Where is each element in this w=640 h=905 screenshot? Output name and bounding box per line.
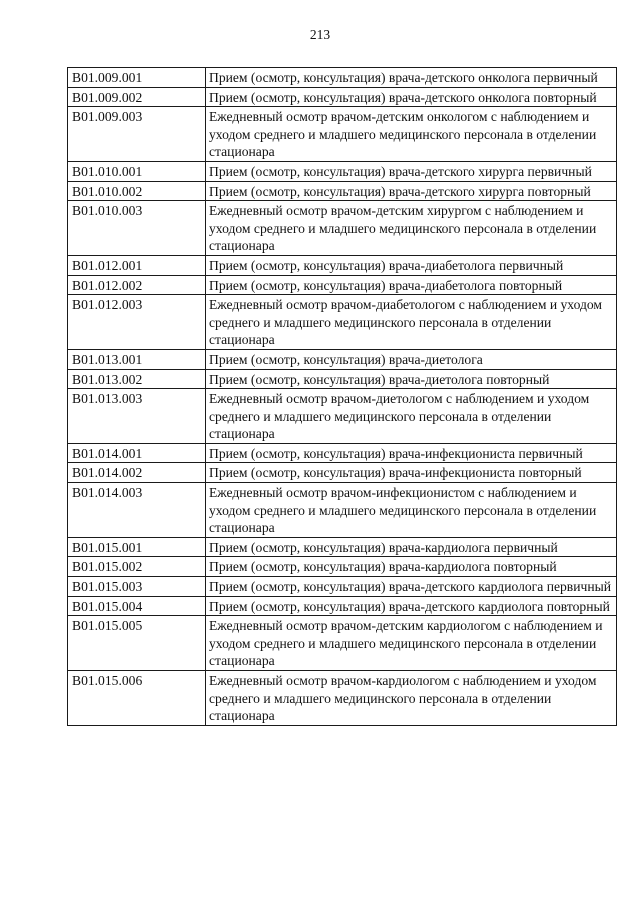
- table-row: [68, 369, 617, 389]
- table-row: [68, 68, 617, 88]
- table-row: [68, 443, 617, 463]
- service-name: Ежедневный осмотр врачом-диетологом с наблюдением и уходом среднего и младшего медицинского персонала в отделении стационара: [206, 389, 617, 444]
- table-row: [68, 616, 617, 671]
- table-row: [68, 557, 617, 577]
- table-row: [68, 596, 617, 616]
- service-name: Прием (осмотр, консультация) врача-диетолога: [206, 349, 617, 369]
- table-row: [68, 483, 617, 538]
- service-name: Прием (осмотр, консультация) врача-диетолога повторный: [206, 369, 617, 389]
- service-name: Прием (осмотр, консультация) врача-кардиолога первичный: [206, 537, 617, 557]
- service-name: Ежедневный осмотр врачом-детским онкологом с наблюдением и уходом среднего и младшего медицинского персонала в отделении стационара: [206, 107, 617, 162]
- service-name: Прием (осмотр, консультация) врача-детского хирурга первичный: [206, 161, 617, 181]
- service-name: Прием (осмотр, консультация) врача-детского онколога первичный: [206, 68, 617, 88]
- service-code: B01.013.002: [68, 369, 206, 389]
- medical-services-table: [67, 67, 617, 726]
- table-row: [68, 463, 617, 483]
- table-row: [68, 577, 617, 597]
- table-row: [68, 107, 617, 162]
- service-code: B01.015.006: [68, 671, 206, 726]
- table-row: [68, 181, 617, 201]
- service-name: Прием (осмотр, консультация) врача-детского кардиолога первичный: [206, 577, 617, 597]
- service-name: Ежедневный осмотр врачом-детским кардиологом с наблюдением и уходом среднего и младшего медицинского персонала в отделении стационара: [206, 616, 617, 671]
- service-code: B01.015.001: [68, 537, 206, 557]
- service-code: B01.015.003: [68, 577, 206, 597]
- service-code: B01.009.002: [68, 87, 206, 107]
- service-code: B01.013.001: [68, 349, 206, 369]
- table-row: [68, 537, 617, 557]
- service-code: B01.014.003: [68, 483, 206, 538]
- service-code: B01.009.003: [68, 107, 206, 162]
- service-name: Прием (осмотр, консультация) врача-инфекциониста первичный: [206, 443, 617, 463]
- table-row: [68, 349, 617, 369]
- table-row: [68, 671, 617, 726]
- service-name: Прием (осмотр, консультация) врача-диабетолога первичный: [206, 255, 617, 275]
- service-code: B01.013.003: [68, 389, 206, 444]
- page-number: 213: [309, 27, 331, 42]
- service-name: Ежедневный осмотр врачом-детским хирургом с наблюдением и уходом среднего и младшего медицинского персонала в отделении стационара: [206, 201, 617, 256]
- service-code: B01.010.002: [68, 181, 206, 201]
- service-code: B01.009.001: [68, 68, 206, 88]
- service-code: B01.012.002: [68, 275, 206, 295]
- service-name: Прием (осмотр, консультация) врача-детского онколога повторный: [206, 87, 617, 107]
- service-name: Прием (осмотр, консультация) врача-диабетолога повторный: [206, 275, 617, 295]
- table-row: [68, 87, 617, 107]
- service-code: B01.010.001: [68, 161, 206, 181]
- service-name: Ежедневный осмотр врачом-кардиологом с наблюдением и уходом среднего и младшего медицинского персонала в отделении стационара: [206, 671, 617, 726]
- service-code: B01.015.004: [68, 596, 206, 616]
- service-name: Прием (осмотр, консультация) врача-детского кардиолога повторный: [206, 596, 617, 616]
- table-row: [68, 201, 617, 256]
- service-code: B01.010.003: [68, 201, 206, 256]
- service-code: B01.014.001: [68, 443, 206, 463]
- service-code: B01.015.005: [68, 616, 206, 671]
- service-name: Прием (осмотр, консультация) врача-детского хирурга повторный: [206, 181, 617, 201]
- service-code: B01.014.002: [68, 463, 206, 483]
- service-code: B01.012.001: [68, 255, 206, 275]
- service-name: Ежедневный осмотр врачом-диабетологом с наблюдением и уходом среднего и младшего медицинского персонала в отделении стационара: [206, 295, 617, 350]
- service-name: Прием (осмотр, консультация) врача-кардиолога повторный: [206, 557, 617, 577]
- service-name: Прием (осмотр, консультация) врача-инфекциониста повторный: [206, 463, 617, 483]
- table-row: [68, 161, 617, 181]
- service-code: B01.015.002: [68, 557, 206, 577]
- table-row: [68, 255, 617, 275]
- service-code: B01.012.003: [68, 295, 206, 350]
- service-name: Ежедневный осмотр врачом-инфекционистом с наблюдением и уходом среднего и младшего медицинского персонала в отделении стационара: [206, 483, 617, 538]
- table-row: [68, 275, 617, 295]
- table-row: [68, 295, 617, 350]
- table-row: [68, 389, 617, 444]
